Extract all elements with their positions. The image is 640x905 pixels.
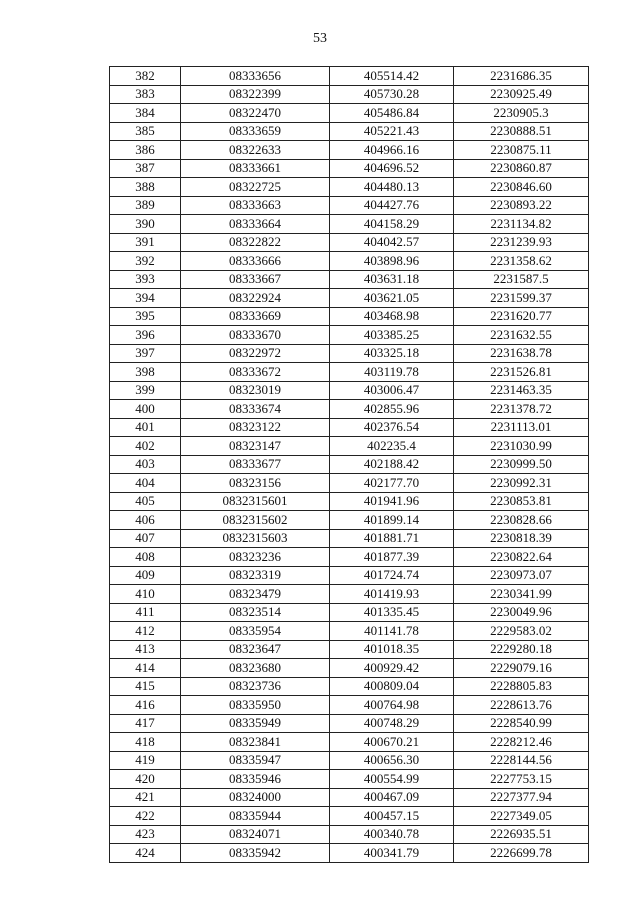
table-row — [110, 844, 589, 863]
x-coordinate-cell: 401724.74 — [330, 566, 454, 585]
x-coordinate-cell: 401877.39 — [330, 548, 454, 567]
point-code-cell: 08333666 — [181, 252, 330, 271]
x-coordinate-cell: 405514.42 — [330, 67, 454, 86]
y-coordinate-cell: 2230992.31 — [454, 474, 589, 493]
y-coordinate-cell: 2227377.94 — [454, 788, 589, 807]
x-coordinate-cell: 403621.05 — [330, 289, 454, 308]
coordinates-table-body — [110, 67, 589, 863]
row-number-cell: 394 — [110, 289, 181, 308]
y-coordinate-cell: 2231463.35 — [454, 381, 589, 400]
table-row — [110, 770, 589, 789]
x-coordinate-cell: 401335.45 — [330, 603, 454, 622]
row-number-cell: 410 — [110, 585, 181, 604]
x-coordinate-cell: 400929.42 — [330, 659, 454, 678]
table-row — [110, 215, 589, 234]
table-row — [110, 825, 589, 844]
y-coordinate-cell: 2230341.99 — [454, 585, 589, 604]
y-coordinate-cell: 2228613.76 — [454, 696, 589, 715]
y-coordinate-cell: 2230999.50 — [454, 455, 589, 474]
y-coordinate-cell: 2229583.02 — [454, 622, 589, 641]
row-number-cell: 384 — [110, 104, 181, 123]
row-number-cell: 395 — [110, 307, 181, 326]
point-code-cell: 08323841 — [181, 733, 330, 752]
x-coordinate-cell: 400341.79 — [330, 844, 454, 863]
y-coordinate-cell: 2231358.62 — [454, 252, 589, 271]
table-row — [110, 474, 589, 493]
x-coordinate-cell: 400748.29 — [330, 714, 454, 733]
table-row — [110, 659, 589, 678]
point-code-cell: 08333674 — [181, 400, 330, 419]
point-code-cell: 0832315603 — [181, 529, 330, 548]
y-coordinate-cell: 2231587.5 — [454, 270, 589, 289]
point-code-cell: 08323647 — [181, 640, 330, 659]
row-number-cell: 420 — [110, 770, 181, 789]
table-row — [110, 437, 589, 456]
point-code-cell: 08322470 — [181, 104, 330, 123]
table-row — [110, 696, 589, 715]
y-coordinate-cell: 2231113.01 — [454, 418, 589, 437]
row-number-cell: 419 — [110, 751, 181, 770]
point-code-cell: 08323479 — [181, 585, 330, 604]
table-row — [110, 196, 589, 215]
point-code-cell: 08323514 — [181, 603, 330, 622]
row-number-cell: 400 — [110, 400, 181, 419]
point-code-cell: 08322972 — [181, 344, 330, 363]
row-number-cell: 390 — [110, 215, 181, 234]
table-row — [110, 122, 589, 141]
point-code-cell: 08322725 — [181, 178, 330, 197]
point-code-cell: 08335947 — [181, 751, 330, 770]
table-row — [110, 141, 589, 160]
point-code-cell: 08335944 — [181, 807, 330, 826]
x-coordinate-cell: 405730.28 — [330, 85, 454, 104]
coordinates-table — [109, 66, 589, 863]
point-code-cell: 08323736 — [181, 677, 330, 696]
x-coordinate-cell: 402188.42 — [330, 455, 454, 474]
y-coordinate-cell: 2230818.39 — [454, 529, 589, 548]
row-number-cell: 403 — [110, 455, 181, 474]
y-coordinate-cell: 2227349.05 — [454, 807, 589, 826]
y-coordinate-cell: 2229280.18 — [454, 640, 589, 659]
y-coordinate-cell: 2230828.66 — [454, 511, 589, 530]
y-coordinate-cell: 2230888.51 — [454, 122, 589, 141]
row-number-cell: 398 — [110, 363, 181, 382]
y-coordinate-cell: 2231620.77 — [454, 307, 589, 326]
point-code-cell: 08335946 — [181, 770, 330, 789]
x-coordinate-cell: 403006.47 — [330, 381, 454, 400]
row-number-cell: 396 — [110, 326, 181, 345]
x-coordinate-cell: 400764.98 — [330, 696, 454, 715]
row-number-cell: 409 — [110, 566, 181, 585]
y-coordinate-cell: 2231686.35 — [454, 67, 589, 86]
point-code-cell: 08322924 — [181, 289, 330, 308]
x-coordinate-cell: 403325.18 — [330, 344, 454, 363]
table-row — [110, 733, 589, 752]
table-row — [110, 289, 589, 308]
x-coordinate-cell: 403898.96 — [330, 252, 454, 271]
x-coordinate-cell: 404042.57 — [330, 233, 454, 252]
table-row — [110, 270, 589, 289]
table-row — [110, 104, 589, 123]
table-row — [110, 400, 589, 419]
row-number-cell: 401 — [110, 418, 181, 437]
y-coordinate-cell: 2230822.64 — [454, 548, 589, 567]
point-code-cell: 08324000 — [181, 788, 330, 807]
point-code-cell: 08335949 — [181, 714, 330, 733]
x-coordinate-cell: 405486.84 — [330, 104, 454, 123]
row-number-cell: 421 — [110, 788, 181, 807]
table-row — [110, 714, 589, 733]
row-number-cell: 397 — [110, 344, 181, 363]
y-coordinate-cell: 2230860.87 — [454, 159, 589, 178]
point-code-cell: 08335942 — [181, 844, 330, 863]
table-row — [110, 178, 589, 197]
y-coordinate-cell: 2226699.78 — [454, 844, 589, 863]
row-number-cell: 391 — [110, 233, 181, 252]
point-code-cell: 08333661 — [181, 159, 330, 178]
point-code-cell: 0832315602 — [181, 511, 330, 530]
x-coordinate-cell: 401941.96 — [330, 492, 454, 511]
y-coordinate-cell: 2227753.15 — [454, 770, 589, 789]
row-number-cell: 393 — [110, 270, 181, 289]
y-coordinate-cell: 2231638.78 — [454, 344, 589, 363]
row-number-cell: 387 — [110, 159, 181, 178]
point-code-cell: 08323236 — [181, 548, 330, 567]
table-row — [110, 529, 589, 548]
y-coordinate-cell: 2228805.83 — [454, 677, 589, 696]
x-coordinate-cell: 401419.93 — [330, 585, 454, 604]
table-row — [110, 363, 589, 382]
point-code-cell: 08323319 — [181, 566, 330, 585]
table-row — [110, 252, 589, 271]
row-number-cell: 417 — [110, 714, 181, 733]
y-coordinate-cell: 2231632.55 — [454, 326, 589, 345]
y-coordinate-cell: 2230893.22 — [454, 196, 589, 215]
row-number-cell: 402 — [110, 437, 181, 456]
y-coordinate-cell: 2230875.11 — [454, 141, 589, 160]
point-code-cell: 08333677 — [181, 455, 330, 474]
x-coordinate-cell: 404696.52 — [330, 159, 454, 178]
row-number-cell: 386 — [110, 141, 181, 160]
row-number-cell: 424 — [110, 844, 181, 863]
point-code-cell: 08323680 — [181, 659, 330, 678]
y-coordinate-cell: 2231526.81 — [454, 363, 589, 382]
point-code-cell: 08333672 — [181, 363, 330, 382]
x-coordinate-cell: 400467.09 — [330, 788, 454, 807]
x-coordinate-cell: 402376.54 — [330, 418, 454, 437]
table-row — [110, 751, 589, 770]
x-coordinate-cell: 403385.25 — [330, 326, 454, 345]
x-coordinate-cell: 400670.21 — [330, 733, 454, 752]
table-row — [110, 603, 589, 622]
x-coordinate-cell: 404158.29 — [330, 215, 454, 234]
table-row — [110, 418, 589, 437]
x-coordinate-cell: 400340.78 — [330, 825, 454, 844]
table-row — [110, 585, 589, 604]
page-number: 53 — [313, 31, 327, 46]
row-number-cell: 399 — [110, 381, 181, 400]
row-number-cell: 392 — [110, 252, 181, 271]
y-coordinate-cell: 2228144.56 — [454, 751, 589, 770]
table-row — [110, 640, 589, 659]
point-code-cell: 08335954 — [181, 622, 330, 641]
row-number-cell: 418 — [110, 733, 181, 752]
table-row — [110, 85, 589, 104]
table-row — [110, 566, 589, 585]
point-code-cell: 08333667 — [181, 270, 330, 289]
y-coordinate-cell: 2231378.72 — [454, 400, 589, 419]
x-coordinate-cell: 402235.4 — [330, 437, 454, 456]
x-coordinate-cell: 400809.04 — [330, 677, 454, 696]
x-coordinate-cell: 401018.35 — [330, 640, 454, 659]
y-coordinate-cell: 2230846.60 — [454, 178, 589, 197]
y-coordinate-cell: 2230049.96 — [454, 603, 589, 622]
table-row — [110, 548, 589, 567]
y-coordinate-cell: 2229079.16 — [454, 659, 589, 678]
y-coordinate-cell: 2231239.93 — [454, 233, 589, 252]
row-number-cell: 422 — [110, 807, 181, 826]
point-code-cell: 08333664 — [181, 215, 330, 234]
table-row — [110, 159, 589, 178]
y-coordinate-cell: 2230905.3 — [454, 104, 589, 123]
y-coordinate-cell: 2228540.99 — [454, 714, 589, 733]
point-code-cell: 08324071 — [181, 825, 330, 844]
row-number-cell: 414 — [110, 659, 181, 678]
row-number-cell: 404 — [110, 474, 181, 493]
row-number-cell: 383 — [110, 85, 181, 104]
row-number-cell: 412 — [110, 622, 181, 641]
point-code-cell: 08322399 — [181, 85, 330, 104]
y-coordinate-cell: 2230973.07 — [454, 566, 589, 585]
y-coordinate-cell: 2230853.81 — [454, 492, 589, 511]
point-code-cell: 08323156 — [181, 474, 330, 493]
row-number-cell: 388 — [110, 178, 181, 197]
x-coordinate-cell: 403119.78 — [330, 363, 454, 382]
row-number-cell: 382 — [110, 67, 181, 86]
point-code-cell: 08335950 — [181, 696, 330, 715]
row-number-cell: 405 — [110, 492, 181, 511]
x-coordinate-cell: 404966.16 — [330, 141, 454, 160]
point-code-cell: 08333656 — [181, 67, 330, 86]
table-row — [110, 677, 589, 696]
point-code-cell: 08323019 — [181, 381, 330, 400]
row-number-cell: 406 — [110, 511, 181, 530]
point-code-cell: 08333659 — [181, 122, 330, 141]
row-number-cell: 411 — [110, 603, 181, 622]
table-row — [110, 307, 589, 326]
x-coordinate-cell: 402177.70 — [330, 474, 454, 493]
row-number-cell: 408 — [110, 548, 181, 567]
x-coordinate-cell: 400457.15 — [330, 807, 454, 826]
y-coordinate-cell: 2228212.46 — [454, 733, 589, 752]
x-coordinate-cell: 403631.18 — [330, 270, 454, 289]
y-coordinate-cell: 2226935.51 — [454, 825, 589, 844]
y-coordinate-cell: 2230925.49 — [454, 85, 589, 104]
table-row — [110, 381, 589, 400]
table-row — [110, 326, 589, 345]
point-code-cell: 08333663 — [181, 196, 330, 215]
x-coordinate-cell: 400554.99 — [330, 770, 454, 789]
row-number-cell: 413 — [110, 640, 181, 659]
x-coordinate-cell: 404480.13 — [330, 178, 454, 197]
point-code-cell: 08322633 — [181, 141, 330, 160]
x-coordinate-cell: 403468.98 — [330, 307, 454, 326]
x-coordinate-cell: 401141.78 — [330, 622, 454, 641]
y-coordinate-cell: 2231134.82 — [454, 215, 589, 234]
point-code-cell: 08323122 — [181, 418, 330, 437]
table-row — [110, 511, 589, 530]
row-number-cell: 423 — [110, 825, 181, 844]
point-code-cell: 0832315601 — [181, 492, 330, 511]
point-code-cell: 08323147 — [181, 437, 330, 456]
table-row — [110, 622, 589, 641]
table-row — [110, 344, 589, 363]
x-coordinate-cell: 400656.30 — [330, 751, 454, 770]
x-coordinate-cell: 404427.76 — [330, 196, 454, 215]
table-row — [110, 492, 589, 511]
point-code-cell: 08333669 — [181, 307, 330, 326]
row-number-cell: 389 — [110, 196, 181, 215]
point-code-cell: 08333670 — [181, 326, 330, 345]
row-number-cell: 407 — [110, 529, 181, 548]
table-row — [110, 807, 589, 826]
x-coordinate-cell: 402855.96 — [330, 400, 454, 419]
x-coordinate-cell: 401881.71 — [330, 529, 454, 548]
table-row — [110, 455, 589, 474]
y-coordinate-cell: 2231030.99 — [454, 437, 589, 456]
row-number-cell: 416 — [110, 696, 181, 715]
table-row — [110, 67, 589, 86]
x-coordinate-cell: 401899.14 — [330, 511, 454, 530]
y-coordinate-cell: 2231599.37 — [454, 289, 589, 308]
table-row — [110, 233, 589, 252]
row-number-cell: 385 — [110, 122, 181, 141]
point-code-cell: 08322822 — [181, 233, 330, 252]
row-number-cell: 415 — [110, 677, 181, 696]
table-row — [110, 788, 589, 807]
x-coordinate-cell: 405221.43 — [330, 122, 454, 141]
